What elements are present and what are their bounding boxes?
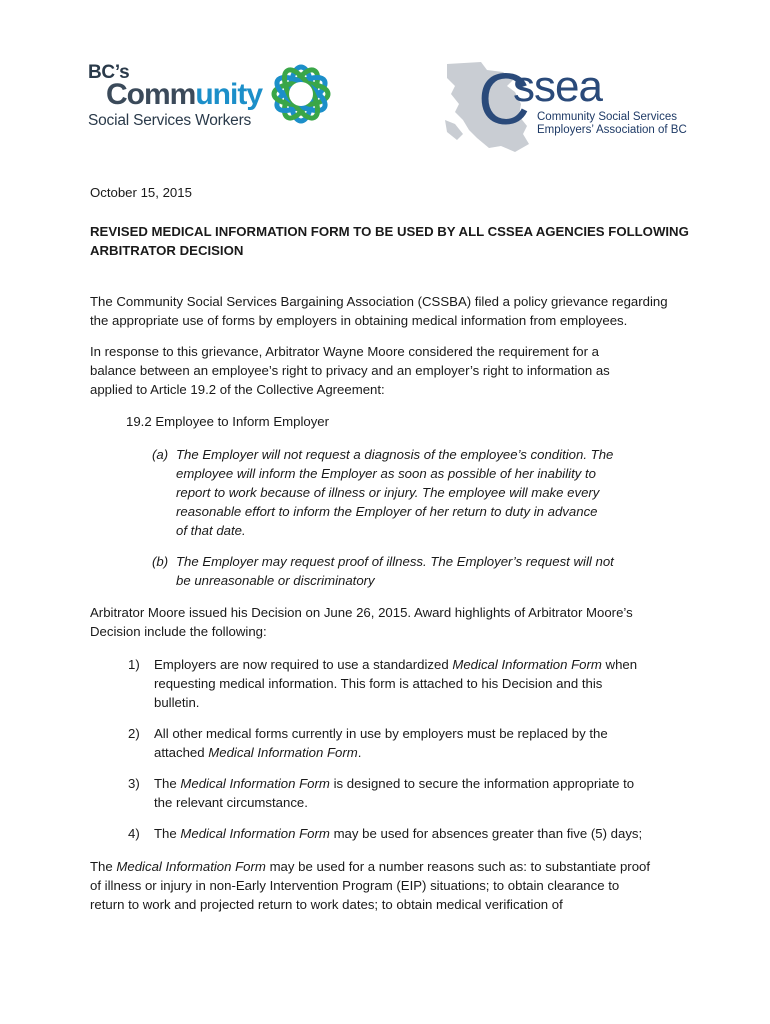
logo-text-bcs: BC’s	[88, 62, 130, 83]
list-item-2-marker: 2)	[128, 726, 140, 741]
list-item-3-line-2: the relevant circumstance.	[154, 795, 308, 810]
cssea-logo	[443, 60, 687, 160]
paragraph-2-line-1: In response to this grievance, Arbitrator Wayne Moore considered the requirement for a	[90, 344, 599, 359]
list-item-1-line-1: Employers are now required to use a standardized Medical Information Form when	[154, 657, 638, 672]
document-heading-line-1: REVISED MEDICAL INFORMATION FORM TO BE USED BY ALL CSSEA AGENCIES FOLLOWING	[90, 224, 689, 239]
list-item-3-marker: 3)	[128, 776, 140, 791]
paragraph-2-line-3: applied to Article 19.2 of the Collective Agreement:	[90, 382, 385, 397]
cssea-wordmark: ssea	[513, 62, 602, 111]
paragraph-3-line-2: Decision include the following:	[90, 624, 267, 639]
paragraph-4-line-1: The Medical Information Form may be used for a number reasons such as: to substantiate proof	[90, 859, 651, 874]
paragraph-3-line-1: Arbitrator Moore issued his Decision on June 26, 2015. Award highlights of Arbitrator Moore’s	[90, 605, 633, 620]
list-item-4-marker: 4)	[128, 826, 140, 841]
document-heading-line-2: ARBITRATOR DECISION	[90, 243, 244, 258]
paragraph-2-line-2: balance between an employee’s right to privacy and an employer’s right to information as	[90, 363, 610, 378]
list-item-2-line-2: attached Medical Information Form.	[154, 745, 362, 760]
article-title: 19.2 Employee to Inform Employer	[126, 414, 330, 429]
clause-a-marker: (a)	[152, 447, 169, 462]
logo-text-community: Community	[106, 78, 263, 111]
clause-a-line-2: employee will inform the Employer as soon as possible of her inability to	[176, 466, 597, 481]
list-item-1-marker: 1)	[128, 657, 140, 672]
clause-a-line-1: The Employer will not request a diagnosis of the employee’s condition. The	[176, 447, 614, 462]
cssea-subtitle: Community Social Services Employers’ Association of BC	[537, 111, 687, 136]
letter-date: October 15, 2015	[90, 185, 192, 200]
paragraph-1-line-1: The Community Social Services Bargaining Association (CSSBA) filed a policy grievance regarding	[90, 294, 668, 309]
clause-b-line-2: be unreasonable or discriminatory	[176, 573, 375, 588]
list-item-1-line-2: requesting medical information. This form is attached to his Decision and this	[154, 676, 603, 691]
list-item-1-line-3: bulletin.	[154, 695, 200, 710]
clause-b-line-1: The Employer may request proof of illness. The Employer’s request will not	[176, 554, 614, 569]
logo-text-social-services-workers: Social Services Workers	[88, 112, 252, 129]
clause-a-line-5: of that date.	[176, 523, 246, 538]
paragraph-4-line-3: return to work and projected return to work dates; to obtain medical verification of	[90, 897, 563, 912]
paragraph-4-line-2: of illness or injury in non-Early Intervention Program (EIP) situations; to obtain clearance to	[90, 878, 620, 893]
community-star-icon	[267, 60, 335, 128]
list-item-4-line-1: The Medical Information Form may be used for absences greater than five (5) days;	[154, 826, 643, 841]
cssea-c-letter: C	[478, 60, 530, 140]
list-item-2-line-1: All other medical forms currently in use by employers must be replaced by the	[154, 726, 608, 741]
clause-a-line-3: report to work because of illness or injury. The employee will make every	[176, 485, 600, 500]
list-item-3-line-1: The Medical Information Form is designed to secure the information appropriate to	[154, 776, 635, 791]
paragraph-1-line-2: the appropriate use of forms by employers in obtaining medical information from employees.	[90, 313, 628, 328]
clause-a-line-4: reasonable effort to inform the Employer of her return to duty in advance	[176, 504, 598, 519]
clause-b-marker: (b)	[152, 554, 169, 569]
